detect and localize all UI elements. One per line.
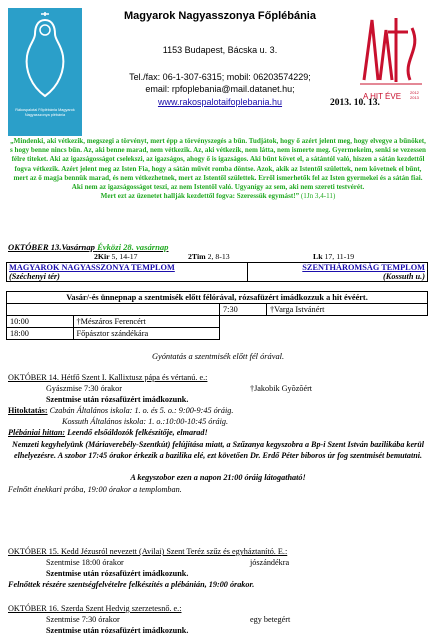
week-heading <box>8 242 168 252</box>
mass-15: Szentmise 18:00 órakor <box>46 558 124 567</box>
church-left <box>7 263 248 282</box>
reading-1: 2Kir 5, 14-17 <box>94 252 138 261</box>
mass-14: Gyászmise 7:30 órakor <box>46 384 122 393</box>
bulletin-date: 2013. 10. 13. <box>330 98 380 108</box>
week-title: OKTÓBER 13.Vasárnap <box>8 242 98 252</box>
telephone: Tel./fax: 06-1-307-6315; mobil: 06203574229; <box>129 72 311 82</box>
parish-catechesis: Plébániai hittan: Leendő elsőáldozók felkészítője, elmarad! <box>8 428 208 437</box>
sunday-schedule <box>6 291 428 340</box>
sunday-note: Vasár/-és ünnepnap a szentmisék előtt félórával, rózsafüzért imádkozzuk a hit évéért. <box>7 292 428 304</box>
parish-title: Magyarok Nagyasszonya Főplébánia <box>124 10 316 22</box>
confession-note: Gyóntatás a szentmisék előtt fél órával. <box>151 352 285 361</box>
mass-time: 7:30 <box>220 304 267 316</box>
catechesis-14b: Kossuth Általános iskola: 1. o.:10:00-10:45 óráig. <box>62 417 229 426</box>
reading-2: 2Tim 2, 8-13 <box>188 252 230 261</box>
day-heading-14: OKTÓBER 14. Hétfő Szent I. Kallixtusz pápa és vértanú. e.: <box>8 373 208 382</box>
rosary-14: Szentmise után rózsafüzért imádkozunk. <box>46 395 189 404</box>
choir-note: Felnőtt énekkari próba, 19:00 órakor a templomban. <box>8 485 182 494</box>
catechesis-14: Hitoktatás: Czabán Általános iskola: 1. o. és 5. o.: 9:00-9:45 óráig. <box>8 406 234 415</box>
quote-text: „Mindenki, aki vétkezik, megszegi a törvényt, mert épp a törvényszegés a bűn. Tudjátok, hogy ő azért jelent meg, hogy elvegye a bűnöket, s hogy benne nincs bűn. Az, aki benne marad, nem vétkezik. Az, aki vétkezik, nem látta, nem ismerte meg. Gyermekeim, senki se vezessen félre titeket. Aki az igazságosságot cselekszi, az igazságos, ahogy ő is igazságos. Aki bűnt követ el, a sátántól való, hiszen a sátán kezdettől fogva vétkezik. Azért jelent meg az Isten Fia, hogy a sátán művét romba döntse. Azok, akik az Istentől születtek, nem követnek el bűnt, mert az ő magja bennük marad, és nem vétkezhetnek, mert az Istentől születtek. Erről ismerhetők fel az Isten gyermekei és a sátán fiai. Aki nem az igazságosságot teszi, az nem Istentől való. Ugyanígy az sem, aki nem szereti testvérét. <box>10 137 426 192</box>
year-of-faith-text: A HIT ÉVE <box>362 92 402 101</box>
rosary-15: Szentmise után rózsafüzért imádkozunk. <box>46 569 189 578</box>
day-heading-15: OKTÓBER 15. Kedd Jézusról nevezett (Avilai) Szent Teréz szűz és egyháztanító. E.: <box>8 547 288 556</box>
rosary-16: Szentmise után rózsafüzért imádkozunk. <box>46 626 189 635</box>
adult-prep-note: Felnőttek részére szentségfelvételre felkészítés a plébánián, 19:00 órakor. <box>8 580 255 589</box>
mass-intention: Főpásztor szándékára <box>73 328 220 340</box>
church-left-sub: (Széchenyi tér) <box>9 272 60 281</box>
mass-16-intention: egy betegért <box>250 615 291 624</box>
church-right-name[interactable]: SZENTHÁROMSÁG TEMPLOM <box>302 263 425 272</box>
reading-3: Lk 17, 11-19 <box>313 252 355 261</box>
quote-last: Mert ezt az üzenetet hallják kezdettől fogva: Szeressük egymást!” <box>100 192 300 201</box>
visit-note: A kegyszobor ezen a napon 21:00 óráig látogatható! <box>130 473 306 482</box>
scripture-quote <box>8 137 428 201</box>
mass-14-intention: †Jakobik Gyõzõért <box>250 384 313 393</box>
pilgrimage-note: Nemzeti kegyhelyünk (Máriaverebély-Szentkút) felújítása miatt, a Szűzanya kegyszobra a Bp-i Szent István bazilikába kerül elhelyezésre. A szobor 17:45 órakor érkezik a bazilika elé, ezt követően Dr. Erdő Péter bíboros úr fog szentmisét bemutatni. <box>12 440 424 460</box>
mass-15-intention: jószándékra <box>250 558 290 567</box>
year-of-faith-years: 2012 2013 <box>410 90 419 100</box>
mass-time: 18:00 <box>7 328 74 340</box>
mass-time: 10:00 <box>7 316 74 328</box>
church-left-name[interactable]: MAGYAROK NAGYASSZONYA TEMPLOM <box>9 263 175 272</box>
mass-intention: †Mészáros Ferencért <box>73 316 220 328</box>
parish-logo <box>8 8 82 136</box>
mass-intention: †Varga Istvánért <box>267 304 428 316</box>
website-link[interactable]: www.rakospalotaifoplebania.hu <box>157 97 283 107</box>
church-right <box>247 263 427 282</box>
mass-16: Szentmise 7:30 órakor <box>46 615 120 624</box>
day-heading-16: OKTÓBER 16. Szerda Szent Hedvig szerzetesnő. e.: <box>8 604 182 613</box>
email: email: rpfoplebania@mail.datanet.hu; <box>145 84 295 94</box>
church-right-sub: (Kossuth u.) <box>383 272 425 281</box>
address: 1153 Budapest, Bácska u. 3. <box>162 45 278 55</box>
quote-reference: (1Jn 3,4-11) <box>300 192 336 201</box>
logo-caption: Rákospalotai Főplébánia Magyarok Nagyasszonya plébánia <box>15 108 75 117</box>
week-liturgy: Évközi 28. vasárnap <box>97 242 169 252</box>
churches-table <box>6 262 428 282</box>
